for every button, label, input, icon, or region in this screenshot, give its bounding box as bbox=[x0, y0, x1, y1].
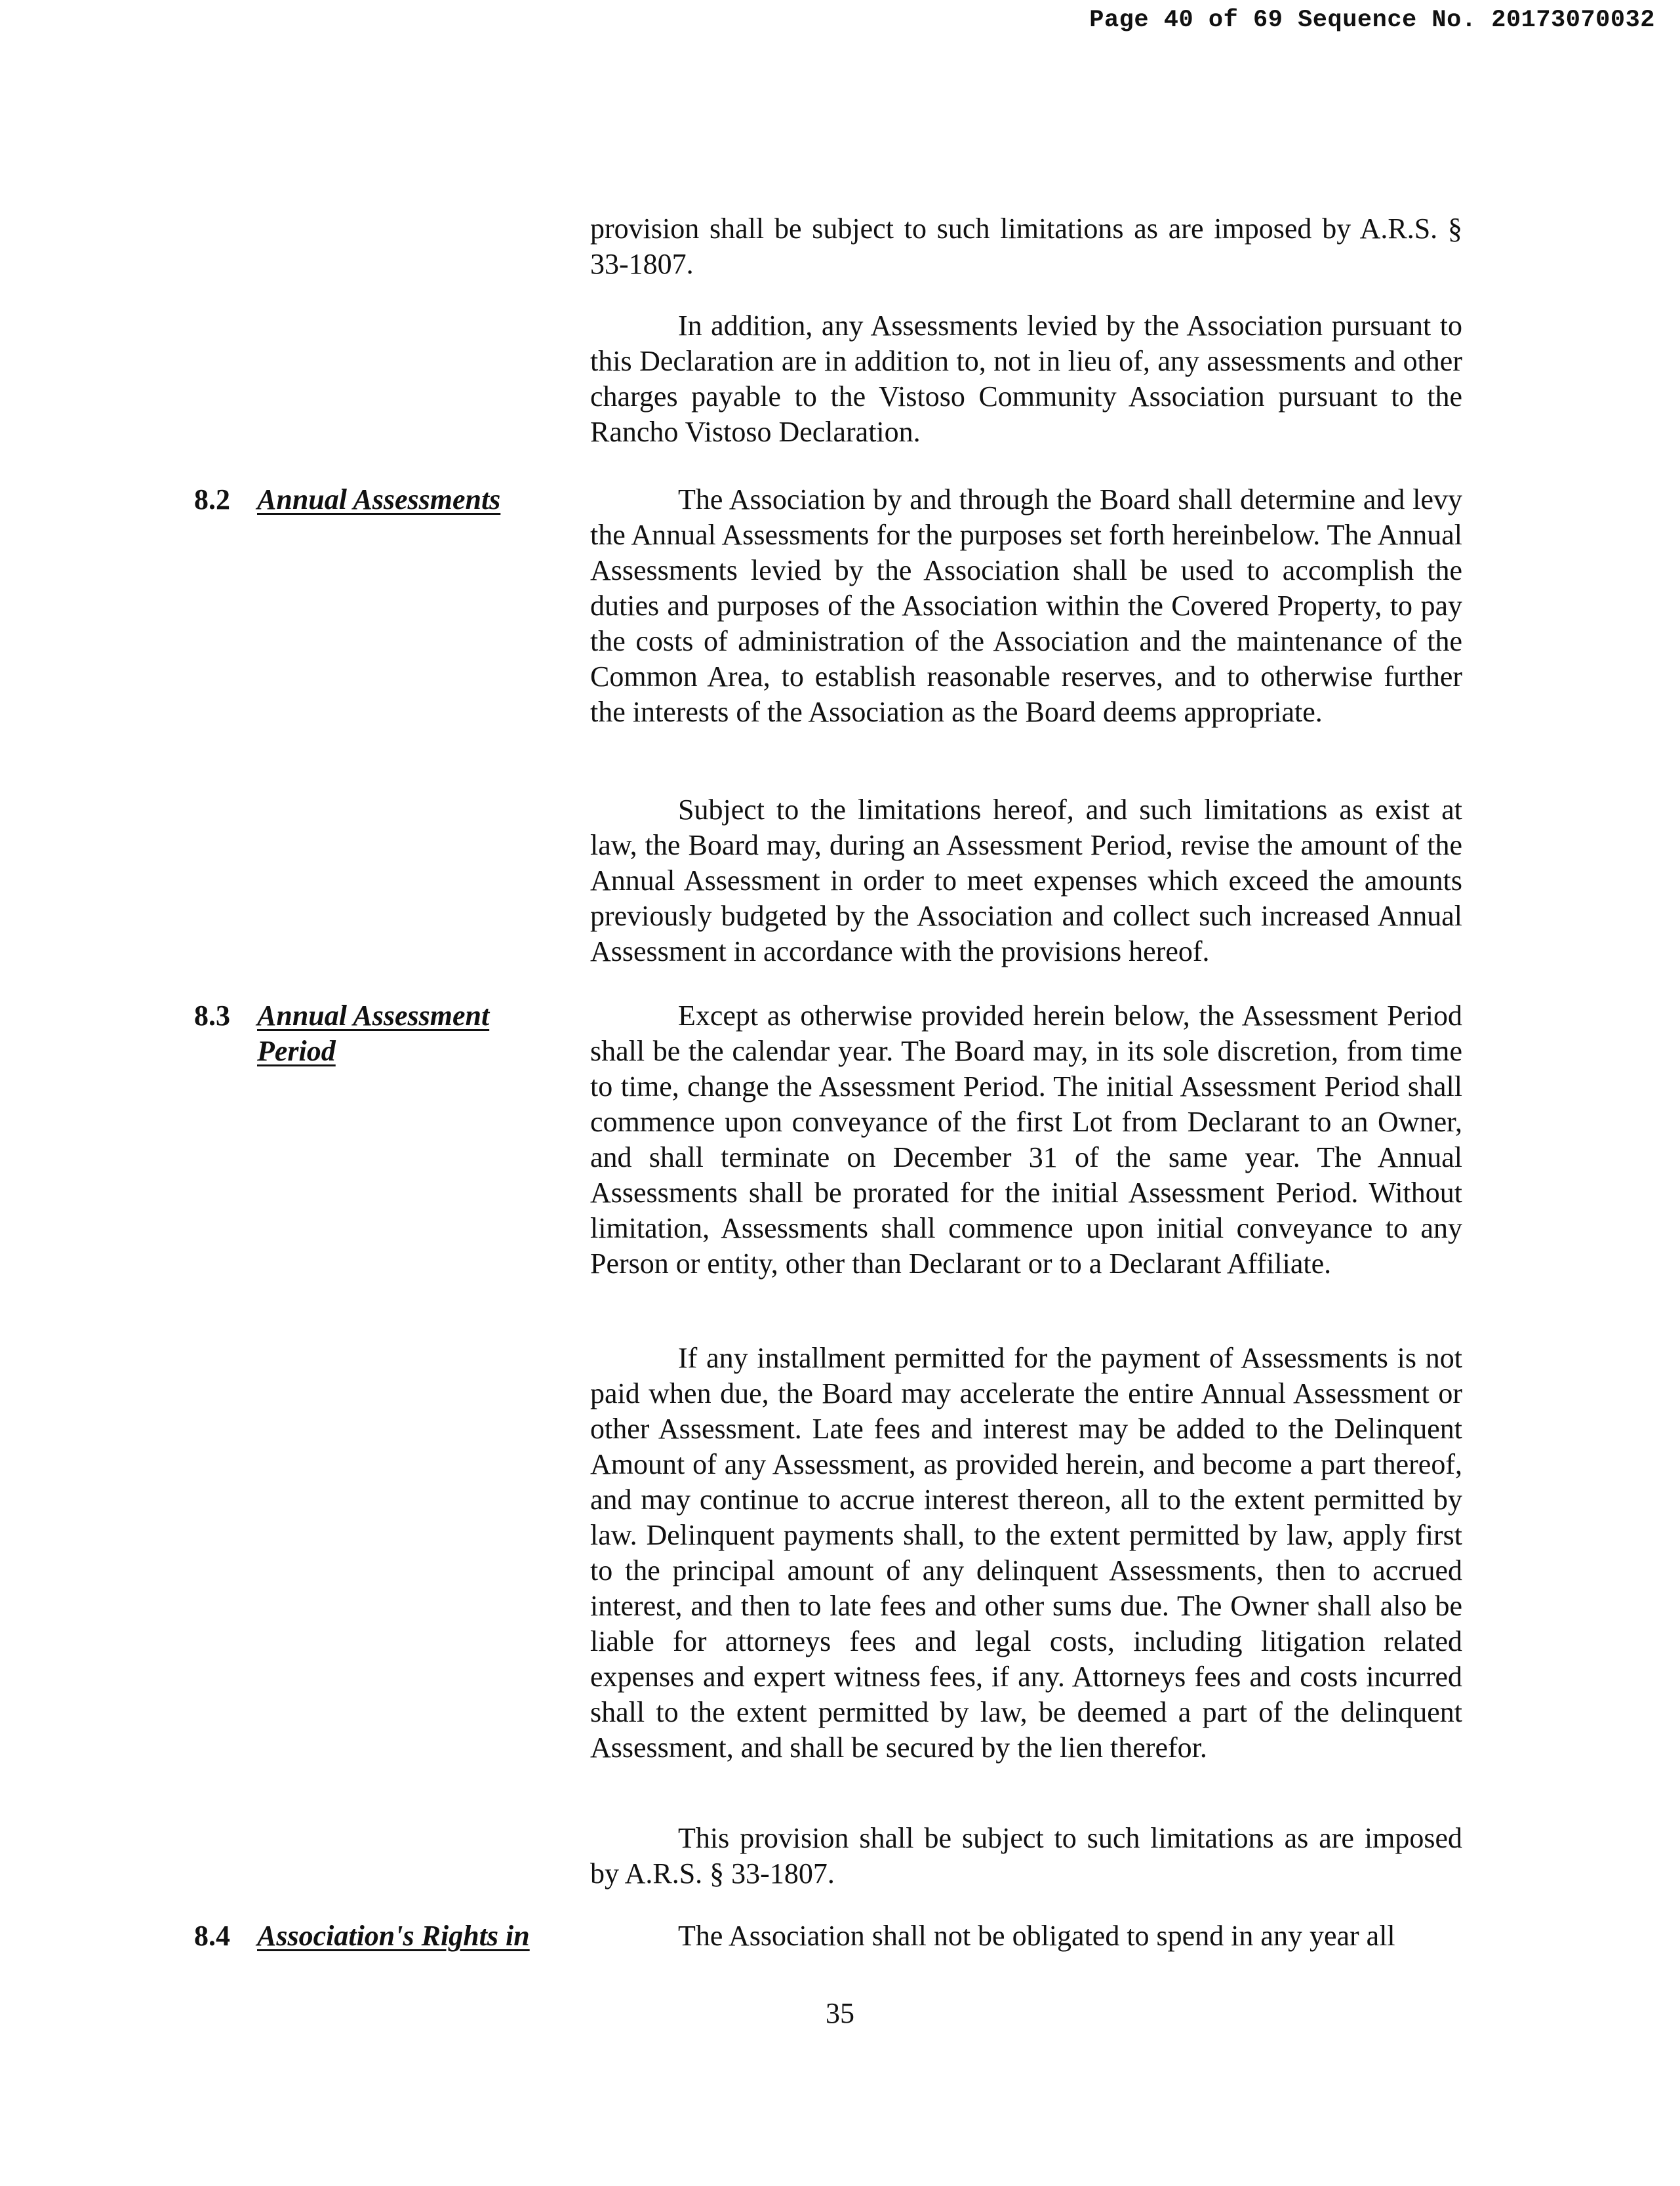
paragraph-association-rights bbox=[590, 1918, 1462, 1954]
paragraph-text: The Association by and through the Board shall determine and levy the Annual Assessments for the purposes set forth hereinbelow. The Annual Assessments levied by the Association shall be used to accomplish the duties and purposes of the Association within the Covered Property, to pay the costs of administration of the Association and the maintenance of the Common Area, to establish reasonable reserves, and to otherwise further the interests of the Association as the Board deems appropriate. bbox=[590, 483, 1462, 728]
paragraph-text: provision shall be subject to such limitations as are imposed by A.R.S. § 33-1807. bbox=[590, 213, 1462, 280]
paragraph-text: Except as otherwise provided herein below, the Assessment Period shall be the calendar year. The Board may, in its sole discretion, from time to time, change the Assessment Period. The initial Assessment Period shall commence upon conveyance of the first Lot from Declarant to an Owner, and shall terminate on December 31 of the same year. The Annual Assessments shall be prorated for the initial Assessment Period. Without limitation, Assessments shall commence upon initial conveyance to any Person or entity, other than Declarant or to a Declarant Affiliate. bbox=[590, 1000, 1462, 1280]
paragraph-assessment-period bbox=[590, 998, 1462, 1282]
page-number: 35 bbox=[826, 1997, 854, 2029]
paragraph-this-provision bbox=[590, 1821, 1462, 1892]
paragraph-subject-to-limitations bbox=[590, 792, 1462, 969]
section-heading-8-3 bbox=[194, 998, 489, 1069]
section-number: 8.2 bbox=[194, 483, 230, 516]
paragraph-text: If any installment permitted for the payment of Assessments is not paid when due, the Board may accelerate the entire Annual Assessment or other Assessment. Late fees and interest may be added to the Delinquent Amount of any Assessment, as provided herein, and become a part thereof, and may continue to accrue interest thereon, all to the extent permitted by law. Delinquent payments shall, to the extent permitted by law, apply first to the principal amount of any delinquent Assessments, then to accrued interest, and then to late fees and other sums due. The Owner shall also be liable for attorneys fees and legal costs, including litigation related expenses and expert witness fees, if any. Attorneys fees and costs incurred shall to the extent permitted by law, be deemed a part of the delinquent Assessment, and shall be secured by the lien therefor. bbox=[590, 1342, 1462, 1764]
section-title: Association's Rights in bbox=[257, 1920, 530, 1952]
section-number: 8.3 bbox=[194, 1000, 230, 1032]
section-heading-8-2 bbox=[194, 482, 500, 517]
paragraph-continuation bbox=[590, 211, 1462, 282]
paragraph-text: The Association shall not be obligated to spend in any year all bbox=[678, 1920, 1395, 1952]
section-heading-8-4 bbox=[194, 1918, 530, 1954]
paragraph-text: This provision shall be subject to such limitations as are imposed by A.R.S. § 33-1807. bbox=[590, 1822, 1462, 1890]
section-title: Annual Assessment bbox=[257, 1000, 490, 1032]
page-header: Page 40 of 69 Sequence No. 20173070032 bbox=[1089, 7, 1655, 34]
section-number: 8.4 bbox=[194, 1920, 230, 1952]
section-title: Annual Assessments bbox=[257, 483, 501, 516]
paragraph-text: Subject to the limitations hereof, and such limitations as exist at law, the Board may, during an Assessment Period, revise the amount of the Annual Assessment in order to meet expenses which exceed the amounts previously budgeted by the Association and collect such increased Annual Assessment in accordance with the provisions hereof. bbox=[590, 794, 1462, 967]
paragraph-installment bbox=[590, 1341, 1462, 1766]
paragraph-annual-assessments bbox=[590, 482, 1462, 730]
paragraph-in-addition bbox=[590, 308, 1462, 450]
paragraph-text: In addition, any Assessments levied by the Association pursuant to this Declaration are in addition to, not in lieu of, any assessments and other charges payable to the Vistoso Community Association pursuant to the Rancho Vistoso Declaration. bbox=[590, 310, 1462, 448]
section-title-continued: Period bbox=[257, 1035, 336, 1067]
